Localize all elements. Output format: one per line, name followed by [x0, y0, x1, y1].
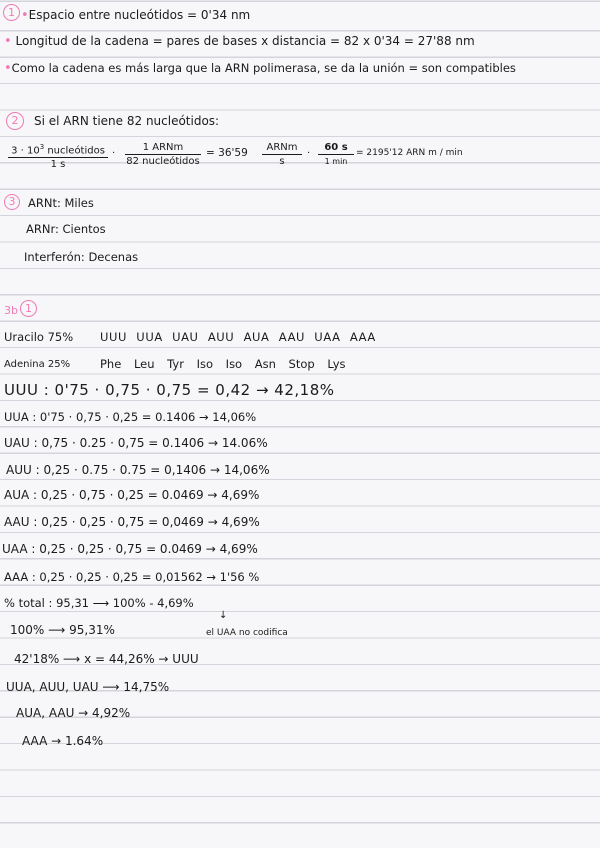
calc-aua: AUA : 0,25 · 0,75 · 0,25 = 0.0469 → 4,69% — [4, 488, 260, 502]
fraction-numerator: ARNm — [262, 141, 302, 155]
arnr-line: ARNr: Cientos — [26, 222, 106, 236]
section-number-circle-3b-1 — [20, 300, 37, 317]
rule-of-three-1: 100% ⟶ 95,31% — [10, 623, 115, 637]
conclusion-line — [4, 61, 516, 76]
fraction-numerator: 60 s — [318, 141, 354, 155]
multiply-sign: · — [307, 148, 311, 159]
section-3b-label: 3b — [4, 304, 18, 317]
calc-uau: UAU : 0,75 · 0.25 · 0,75 = 0.1406 → 14.06% — [4, 436, 268, 450]
section-number-circle-3 — [4, 194, 20, 210]
text: Longitud de la cadena = pares de bases x distancia = 82 x 0'34 = 27'88 nm — [15, 34, 475, 48]
section2-heading: Si el ARN tiene 82 nucleótidos: — [34, 114, 220, 128]
fraction-denominator: 1 min — [324, 157, 348, 166]
rule-of-three-2: 42'18% ⟶ x = 44,26% → UUU — [14, 652, 199, 666]
fraction-arnm-per-second — [262, 141, 302, 168]
section-number-circle-1 — [3, 4, 20, 21]
bullet-icon: • — [21, 8, 29, 23]
bullet-icon: • — [4, 34, 12, 49]
calc-aaa: AAA : 0,25 · 0,25 · 0,25 = 0,01562 → 1'56 % — [4, 570, 260, 584]
length-line — [4, 34, 475, 49]
fraction-numerator: $3 \cdot 10^3$ nucleótidos — [8, 141, 108, 158]
calc-aau: AAU : 0,25 · 0,25 · 0,75 = 0,0469 → 4,69% — [4, 515, 260, 529]
fraction-seconds-per-minute — [318, 141, 354, 168]
aminoacid-list: Phe Leu Tyr Iso Iso Asn Stop Lys — [100, 357, 346, 371]
calc-auu: AUU : 0,25 · 0.75 · 0.75 = 0,1406 → 14,06% — [6, 463, 270, 477]
fraction-denominator: 1 s — [50, 159, 66, 171]
calc-uaa: UAA : 0,25 · 0,25 · 0,75 = 0.0469 → 4,69% — [2, 542, 258, 556]
text: Espacio entre nucleótidos = 0'34 nm — [28, 8, 251, 22]
total-line: % total : 95,31 ⟶ 100% - 4,69% — [4, 596, 194, 610]
fraction-denominator: 82 nucleótidos — [126, 156, 200, 167]
multiply-sign: · — [112, 148, 116, 159]
group-14: UUA, AUU, UAU ⟶ 14,75% — [6, 680, 170, 694]
result-2: = 2195'12 ARN m / min — [356, 148, 463, 158]
text: Como la cadena es más larga que la ARN polimerasa, se da la unión = son compatibles — [11, 61, 516, 75]
interferon-line: Interferón: Decenas — [24, 250, 139, 264]
fraction-arnm-per-nucleotide — [125, 141, 201, 168]
section-number: 1 — [8, 6, 15, 19]
fraction-denominator: s — [279, 156, 285, 167]
adenina-label: Adenina 25% — [4, 359, 71, 370]
section-number: 1 — [25, 302, 32, 315]
calc-uua: UUA : 0'75 · 0,75 · 0,25 = 0.1406 → 14,06% — [4, 410, 257, 424]
group-4: AUA, AAU → 4,92% — [16, 706, 131, 720]
fraction-numerator: 1 ARNm — [125, 141, 201, 155]
bullet-icon: • — [4, 61, 12, 76]
codon-list: UUU UUA UAU AUU AUA AAU UAA AAA — [100, 330, 376, 344]
spacing-line — [21, 8, 250, 23]
arnt-line: ARNt: Miles — [28, 196, 94, 210]
uaa-note: el UAA no codifica — [206, 628, 288, 638]
calc-uuu: UUU : 0'75 · 0,75 · 0,75 = 0,42 → 42,18% — [4, 381, 335, 399]
section-number-circle-2 — [6, 112, 24, 130]
group-1: AAA → 1.64% — [22, 734, 104, 748]
section-number: 3 — [8, 195, 16, 208]
down-arrow-icon: ↓ — [219, 610, 228, 621]
uracilo-label: Uracilo 75% — [4, 330, 74, 344]
section-number: 2 — [11, 114, 19, 127]
result-1: = 36'59 — [206, 147, 248, 159]
fraction-rate — [8, 141, 108, 171]
